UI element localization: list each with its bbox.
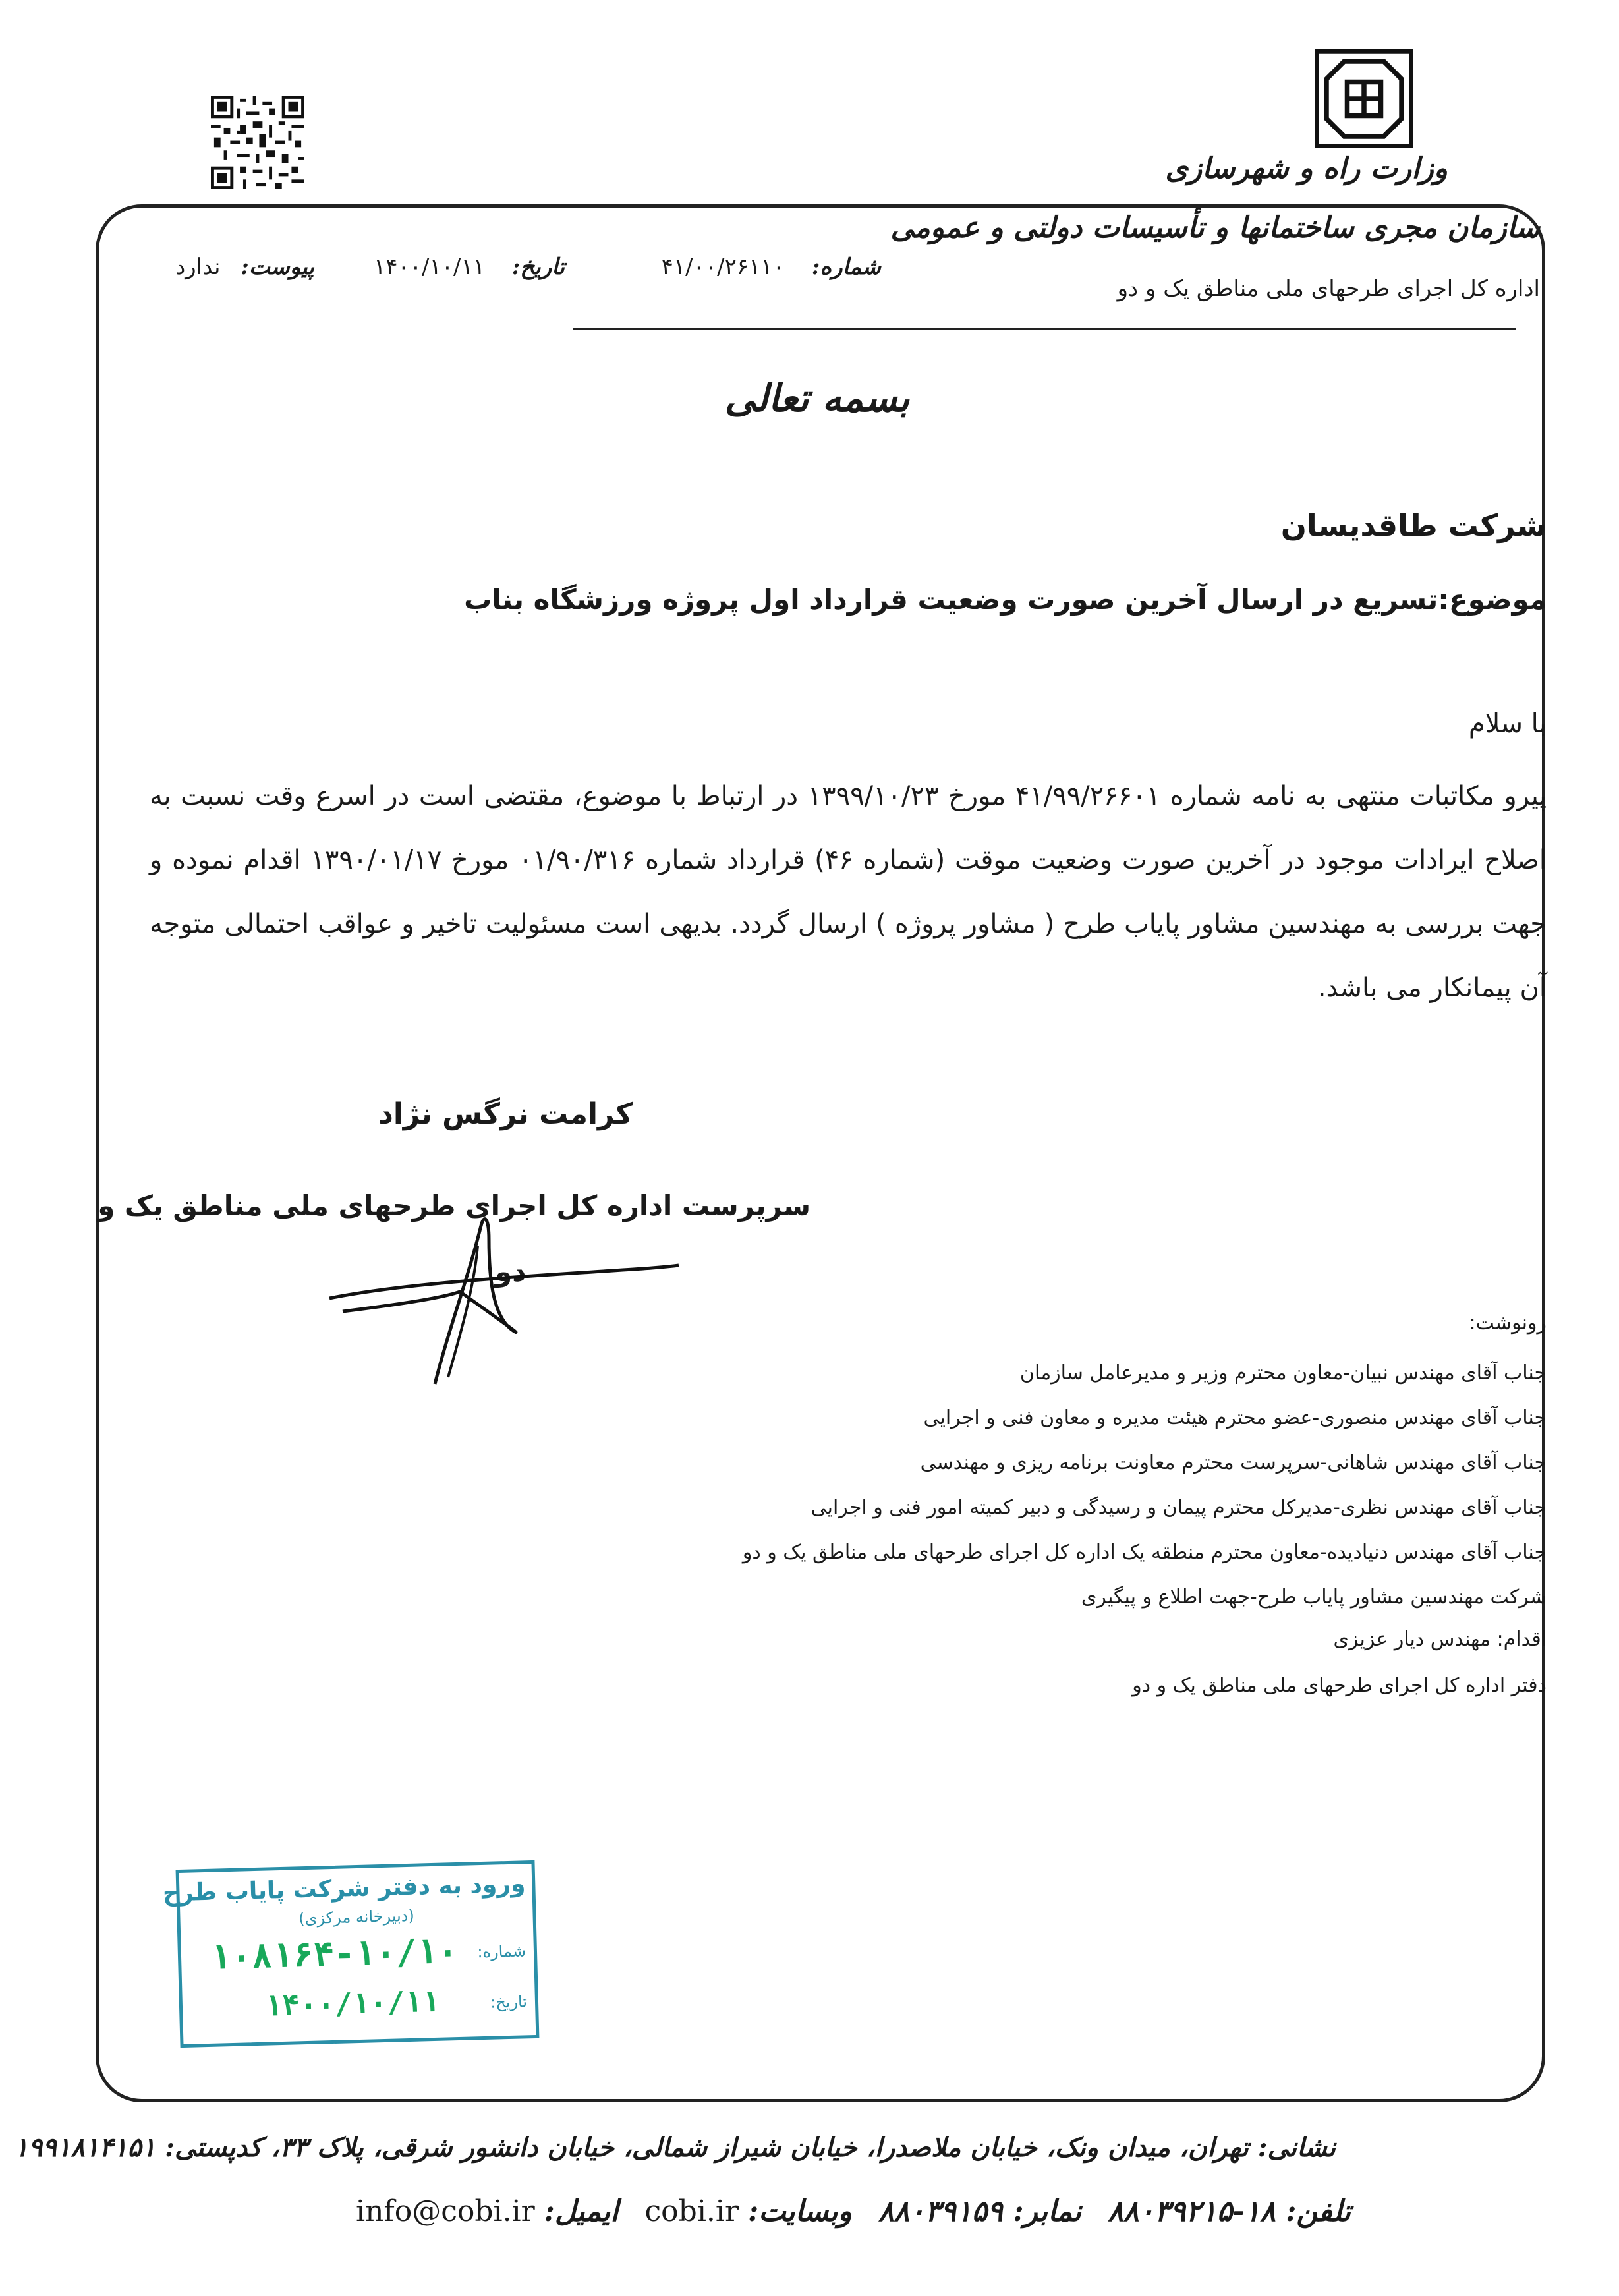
website-link[interactable]: cobi.ir (644, 2195, 739, 2228)
cc-list (624, 1351, 1547, 1620)
office-copy: دفتر اداره کل اجرای طرحهای ملی مناطق یک و دو (1132, 1674, 1547, 1697)
subject-line: موضوع:تسریع در ارسال آخرین صورت وضعیت قرارداد اول پروژه ورزشگاه بناب (464, 583, 1547, 616)
footer-contacts (356, 2195, 1351, 2228)
cc-item: جناب آقای مهندس منصوری-عضو محترم هیئت مدیره و معاون فنی و اجرایی (923, 1406, 1547, 1429)
organization-name: سازمان مجری ساختمانها و تأسیسات دولتی و عمومی (890, 211, 1540, 244)
signatory-name: کرامت نرگس نژاد (378, 1097, 633, 1131)
email-link[interactable]: info@cobi.ir (356, 2195, 535, 2228)
letter-attachment (175, 254, 314, 280)
cc-item: جناب آقای مهندس نظری-مدیرکل محترم پیمان و رسیدگی و دبیر کمیته امور فنی و اجرایی (810, 1496, 1547, 1519)
footer-address: نشانی: تهران، میدان ونک، خیابان ملاصدرا، خیابان شیراز شمالی، خیابان دانشور شرقی، پلاک ۳۳، کدپستی: ۱۹۹۱۸۱۴۱۵۱ (14, 2132, 1336, 2163)
cc-item: شرکت مهندسین مشاور پایاب طرح-جهت اطلاع و پیگیری (1081, 1586, 1547, 1609)
stamp-title: ورود به دفتر شرکت پایاب طرح (162, 1870, 526, 1907)
attachment-label: پیوست: (241, 254, 314, 280)
date-label: تاریخ: (511, 254, 565, 280)
letter-date (374, 254, 565, 280)
email-label: ایمیل: (544, 2195, 619, 2228)
website-label: وبسایت: (747, 2195, 852, 2228)
department-name: اداره کل اجرای طرحهای ملی مناطق یک و دو (1117, 275, 1540, 302)
footer-website (645, 2195, 852, 2228)
cc-heading: رونوشت: (1469, 1311, 1547, 1335)
cc-item: جناب آقای مهندس دنیادیده-معاون محترم منطقه یک اداره کل اجرای طرحهای ملی مناطق یک و دو (742, 1541, 1547, 1564)
cc-item: جناب آقای مهندس شاهانی-سرپرست محترم معاونت برنامه ریزی و مهندسی (920, 1451, 1547, 1474)
basmala: بسمه تعالی (724, 376, 910, 420)
ministry-logo (1315, 49, 1413, 148)
stamp-date-value: ۱۴۰۰/۱۰/۱۱ (264, 1984, 440, 2023)
number-value: ۴۱/۰۰/۲۶۱۱۰ (661, 254, 785, 280)
footer-phone: تلفن: ۱۸-۸۸۰۳۹۲۱۵ (1108, 2195, 1351, 2228)
stamp-number-value: ۱۰۸۱۶۴-۱۰/۱۰ (210, 1932, 459, 1978)
signatory-title-continued: دو (495, 1255, 526, 1288)
qr-code (211, 96, 304, 189)
footer-email (356, 2195, 618, 2228)
ministry-name: وزارت راه و شهرسازی (1165, 152, 1448, 185)
attachment-value: ندارد (175, 254, 221, 280)
stamp-subtitle: (دبیرخانه مرکزی) (298, 1906, 415, 1928)
footer-fax: نمابر: ۸۸۰۳۹۱۵۹ (878, 2195, 1082, 2228)
cc-item: جناب آقای مهندس نبیان-معاون محترم وزیر و مدیرعامل سازمان (1019, 1362, 1547, 1385)
action-officer: اقدام: مهندس دیار عزیزی (1333, 1628, 1547, 1651)
stamp-number-label: شماره: (477, 1941, 526, 1962)
receipt-stamp (162, 1860, 540, 2048)
content-frame (96, 204, 1545, 2102)
addressee: شرکت طاقدیسان (1280, 507, 1547, 543)
greeting: با سلام (1468, 708, 1547, 739)
header-rule-top (178, 206, 1094, 208)
date-value: ۱۴۰۰/۱۰/۱۱ (373, 254, 485, 280)
stamp-date-label: تاریخ: (490, 1992, 528, 2012)
header-rule-bottom (573, 328, 1516, 330)
signatory-title: سرپرست اداره کل اجرای طرحهای ملی مناطق یک و (98, 1190, 810, 1222)
letter-body: پیرو مکاتبات منتهی به نامه شماره ۴۱/۹۹/۲۶۶۰۱ مورخ ۱۳۹۹/۱۰/۲۳ در ارتباط با موضوع، مقتضی است در اسرع وقت نسبت به اصلاح ایرادات موجود در آخرین صورت وضعیت موقت (شماره ۴۶) قرارداد شماره ۰۱/۹۰/۳۱۶ مورخ ۱۳۹۰/۰۱/۱۷ اقدام نموده و جهت بررسی به مهندسین مشاور پایاب طرح ( مشاور پروژه ) ارسال گردد. بدیهی است مسئولیت تاخیر و عواقب احتمالی متوجه آن پیمانکار می باشد. (150, 781, 1547, 1003)
number-label: شماره: (811, 254, 881, 280)
letter-number (662, 254, 881, 280)
